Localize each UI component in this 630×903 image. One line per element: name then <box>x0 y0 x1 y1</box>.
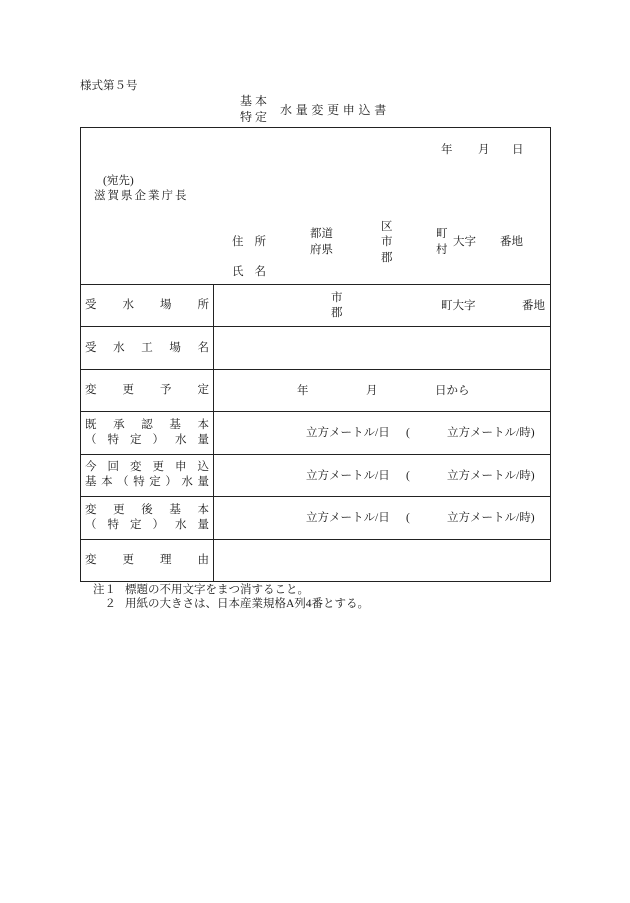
village-suffix: 村 <box>436 244 448 256</box>
label-char: 申 <box>175 461 187 474</box>
label-char: 所 <box>254 236 266 248</box>
table-row-volume-after-change <box>81 497 550 539</box>
ward-suffix: 区 <box>381 221 393 233</box>
row-label <box>81 540 214 581</box>
label-char: 本 <box>101 476 113 489</box>
title-main: 水量変更申込書 <box>280 103 390 117</box>
row-value <box>214 412 550 453</box>
date-month-label: 月 <box>478 144 490 156</box>
label-char: 変 <box>85 553 97 566</box>
table-row-approved-volume <box>81 412 550 454</box>
label-char: 場 <box>169 341 181 354</box>
label-char: 本 <box>197 503 209 516</box>
label-char: 理 <box>160 553 172 566</box>
table-row-factory-name <box>81 327 550 369</box>
row-label <box>81 455 214 496</box>
label-char: 名 <box>197 341 209 354</box>
title-choice-specified: 特定 <box>240 110 271 124</box>
town-oaza-label: 町大字 <box>441 300 476 312</box>
label-char: 変 <box>85 384 97 397</box>
per-hour-unit: 立方メートル/時) <box>447 427 535 440</box>
oaza-label: 大字 <box>453 236 476 248</box>
note-marker: ２ <box>104 598 116 610</box>
per-day-unit: 立方メートル/日 <box>306 427 390 440</box>
county-suffix: 郡 <box>331 307 343 319</box>
label-char: 更 <box>113 503 125 516</box>
label-char: 水 <box>113 341 125 354</box>
label-char: 定 <box>130 433 142 446</box>
label-char: 由 <box>197 553 209 566</box>
address-label <box>232 235 266 249</box>
year-label: 年 <box>297 384 309 397</box>
label-char: 本 <box>197 418 209 431</box>
label-char: ） <box>152 518 164 531</box>
table-row-receiving-location <box>81 285 550 327</box>
label-char: 込 <box>197 461 209 474</box>
form-number: 様式第５号 <box>80 80 138 92</box>
banchi-label: 番地 <box>522 300 545 312</box>
label-char: 承 <box>113 418 125 431</box>
label-char: （ <box>117 476 129 489</box>
note-marker: 注１ <box>93 584 116 596</box>
label-char: （ <box>85 433 97 446</box>
table-row-scheduled-change <box>81 370 550 412</box>
county-suffix: 郡 <box>381 252 393 264</box>
table-row-requested-volume <box>81 455 550 497</box>
label-char: 水 <box>175 518 187 531</box>
label-char: 受 <box>85 341 97 354</box>
row-label-line <box>85 503 209 518</box>
label-char: 既 <box>85 418 97 431</box>
date-day-label: 日 <box>512 144 524 156</box>
title-choice-basic: 基本 <box>240 94 271 108</box>
label-char: 量 <box>197 433 209 446</box>
label-char: 今 <box>85 461 97 474</box>
row-label-line <box>85 433 209 448</box>
month-label: 月 <box>366 384 378 397</box>
row-label-line <box>85 298 209 313</box>
date-year-label: 年 <box>441 144 453 156</box>
label-char: 量 <box>197 518 209 531</box>
label-char: 更 <box>122 384 134 397</box>
label-char: 氏 <box>232 266 244 278</box>
form-table <box>81 284 550 581</box>
label-char: 更 <box>152 461 164 474</box>
addressee: 滋賀県企業庁長 <box>94 190 189 202</box>
label-char: 特 <box>107 518 119 531</box>
label-char: 受 <box>85 299 97 312</box>
label-char: 変 <box>130 461 142 474</box>
label-char: 定 <box>149 476 161 489</box>
label-char: 定 <box>197 384 209 397</box>
label-char: 住 <box>232 236 244 248</box>
note-text: 標題の不用文字をまつ消すること。 <box>125 584 309 596</box>
per-day-unit: 立方メートル/日 <box>306 469 390 482</box>
label-char: 定 <box>130 518 142 531</box>
label-char: 特 <box>107 433 119 446</box>
label-char: 基 <box>85 476 97 489</box>
row-label-line <box>85 418 209 433</box>
label-char: ） <box>152 433 164 446</box>
note-text: 用紙の大きさは、日本産業規格A列4番とする。 <box>125 598 370 610</box>
prefecture-suffix-lower: 府県 <box>310 244 333 256</box>
per-hour-unit: 立方メートル/時) <box>447 469 535 482</box>
row-label <box>81 285 214 326</box>
label-char: 量 <box>197 476 209 489</box>
city-suffix: 市 <box>381 236 393 248</box>
row-label-line <box>85 553 209 568</box>
row-label-line <box>85 460 209 475</box>
row-label-line <box>85 475 209 490</box>
addressee-note: (宛先) <box>103 175 134 187</box>
table-row-change-reason <box>81 540 550 581</box>
row-label-line <box>85 383 209 398</box>
name-label <box>232 265 266 279</box>
label-char: 水 <box>122 299 134 312</box>
row-value <box>214 370 550 411</box>
row-value <box>214 497 550 538</box>
row-value <box>214 455 550 496</box>
label-char: 水 <box>181 476 193 489</box>
row-value <box>214 285 550 326</box>
day-from-label: 日から <box>435 384 470 397</box>
label-char: 認 <box>141 418 153 431</box>
open-paren: ( <box>406 427 410 440</box>
row-label <box>81 327 214 368</box>
label-char: 特 <box>133 476 145 489</box>
label-char: 工 <box>141 341 153 354</box>
label-char: 基 <box>169 503 181 516</box>
label-char: 予 <box>160 384 172 397</box>
row-label-line <box>85 518 209 533</box>
label-char: 水 <box>175 433 187 446</box>
banchi-label: 番地 <box>500 236 523 248</box>
label-char: 後 <box>141 503 153 516</box>
label-char: 名 <box>254 266 266 278</box>
city-suffix: 市 <box>331 292 343 304</box>
prefecture-suffix-upper: 都道 <box>310 228 333 240</box>
row-label-line <box>85 341 209 356</box>
label-char: 更 <box>122 553 134 566</box>
town-suffix: 町 <box>436 228 448 240</box>
label-char: 所 <box>197 299 209 312</box>
label-char: 回 <box>107 461 119 474</box>
row-label <box>81 497 214 538</box>
application-form-box <box>80 127 551 582</box>
label-char: （ <box>85 518 97 531</box>
label-char: 基 <box>169 418 181 431</box>
label-char: 変 <box>85 503 97 516</box>
per-day-unit: 立方メートル/日 <box>306 512 390 525</box>
open-paren: ( <box>406 512 410 525</box>
row-label <box>81 412 214 453</box>
label-char: 場 <box>160 299 172 312</box>
row-label <box>81 370 214 411</box>
open-paren: ( <box>406 469 410 482</box>
label-char: ） <box>165 476 177 489</box>
row-value <box>214 540 550 581</box>
per-hour-unit: 立方メートル/時) <box>447 512 535 525</box>
row-value <box>214 327 550 368</box>
